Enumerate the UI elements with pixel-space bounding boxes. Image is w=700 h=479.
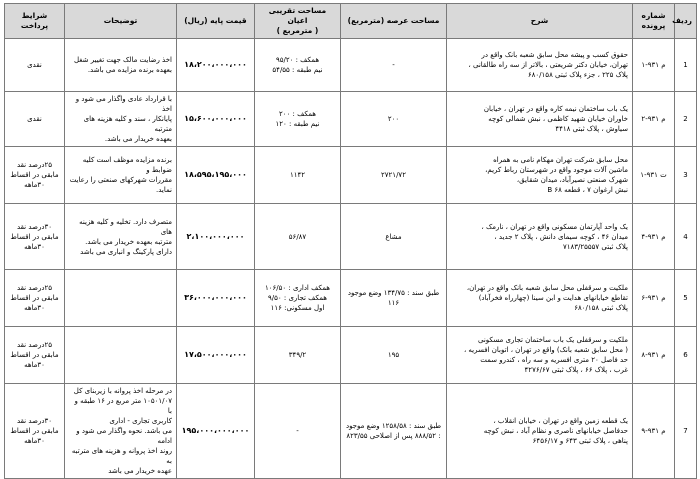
property-description: [447, 270, 633, 327]
auction-table: [4, 3, 697, 479]
property-description: [447, 327, 633, 384]
header-building-area: [255, 4, 341, 39]
table-row: [5, 147, 697, 204]
payment-terms-line: مابقی در اقساط: [10, 294, 59, 302]
property-description-line: یک باب ساختمان نیمه کاره واقع در تهران ، خیابان: [483, 105, 628, 113]
file-number: م ۹۳۱-۱: [633, 39, 675, 92]
property-description-line: حدفاصل خیابانهای ناصری و نظام آباد ، نبش کوچه: [483, 427, 628, 435]
land-area: ۲۰۰: [341, 92, 447, 147]
building-area-line: ۵۶/۸۷: [288, 232, 307, 241]
table-row: [5, 39, 697, 92]
header-file-number: شماره پرونده: [633, 4, 675, 39]
property-description-line: خاوران خیابان شهید کاظمی ، نبش شمالی کوچه: [488, 115, 628, 123]
building-area-line: ۱۱۴۲: [289, 171, 306, 179]
payment-terms: [5, 384, 65, 479]
property-description-line: میدان ۴۶ ، کوچه سیمای دانش ، پلاک ۲ جدید ،: [494, 232, 628, 241]
building-area-line: ۳۴۹/۲: [288, 351, 307, 359]
payment-terms-line: ۳۰درصد نقد: [16, 417, 53, 425]
table-row: [5, 92, 697, 147]
property-description-line: ملکیت و سرقفلی محل سابق شعبه بانک واقع در تهران،: [466, 284, 628, 292]
payment-terms-line: ۲۵درصد نقد: [16, 341, 53, 349]
notes-line: ۱۰۵۰۱/۰۷ متر مربع در ۱۶ طبقه و با: [74, 397, 172, 415]
property-description-line: پناهی ، پلاک ثبتی ۶۴۳ و ۶۴۵۶/۱۷: [532, 437, 628, 445]
header-description: شرح: [447, 4, 633, 39]
file-number: م ۹۳۱-۹: [633, 384, 675, 479]
payment-terms-line: مابقی در اقساط: [10, 351, 59, 359]
building-area: [255, 384, 341, 479]
property-description-line: محل سابق شرکت تهران مهکام نامی به همراه: [493, 156, 628, 164]
payment-terms-line: نقدی: [27, 61, 42, 69]
file-number: م ۹۳۱-۲: [633, 92, 675, 147]
building-area-line: -: [296, 427, 299, 435]
header-radif: ردیف: [675, 4, 697, 39]
property-description-line: پلاک ثبتی ۶۸۰/۱۵۸: [574, 304, 628, 312]
property-description-line: سیاوش ، پلاک ثبتی ۴۴۱۸: [555, 125, 628, 133]
base-price: ۱۹۵،۰۰۰،۰۰۰،۰۰۰: [177, 384, 255, 479]
row-number: 7: [675, 384, 697, 479]
notes-line: بعهده برنده مزایده می باشد.: [87, 66, 172, 74]
notes-line: مقررات شهرکهای صنعتی را رعایت: [69, 176, 172, 184]
property-description-line: پلاک ثبتی ۷۱۸۳/۲۵۵۵۷: [562, 242, 628, 251]
building-area: [255, 92, 341, 147]
payment-terms: [5, 92, 65, 147]
row-number: 3: [675, 147, 697, 204]
property-description-line: ( محل سابق شعبه بانک) واقع در تهران ، اتوبان افسریه ،: [463, 346, 628, 354]
property-description-line: یک واحد آپارتمان مسکونی واقع در تهران ، نارمک ،: [481, 222, 628, 231]
notes-line: مترتبه بعهده خریدار می باشد.: [85, 237, 172, 246]
land-area: طبق سند : ۱۳۴/۷۵ وضع موجود ۱۱۶: [341, 270, 447, 327]
notes-line: اخذ رضایت مالک جهت تغییر شغل: [73, 56, 172, 64]
land-area: مشاع: [341, 204, 447, 270]
base-price: ۳۶،۰۰۰،۰۰۰،۰۰۰: [177, 270, 255, 327]
payment-terms-line: ۲۵درصد نقد: [16, 161, 53, 169]
header-notes: توضیحات: [65, 4, 177, 39]
notes-line: برنده مزایده موظف است کلیه ضوابط و: [82, 156, 172, 174]
building-area: [255, 39, 341, 92]
notes-line: دارای پارکینگ و انباری می باشد: [80, 247, 172, 256]
header-payment-terms: شرایط پرداخت: [5, 4, 65, 39]
row-number: 4: [675, 204, 697, 270]
base-price: ۲،۱۰۰،۰۰۰،۰۰۰: [177, 204, 255, 270]
property-description: [447, 204, 633, 270]
building-area-line: اول مسکونی: ۱۱۶: [270, 304, 325, 312]
header-land-area: مساحت عرصه (مترمربع): [341, 4, 447, 39]
building-area-line: نیم طبقه : ۱۲۰: [275, 120, 320, 128]
table-row: [5, 270, 697, 327]
notes-line: عهده خریدار می باشد: [108, 467, 172, 475]
building-area-line: همکف : ۹۵/۲۰: [275, 56, 320, 64]
notes: [65, 204, 177, 270]
header-row: [5, 4, 697, 39]
notes: [65, 147, 177, 204]
notes: [65, 39, 177, 92]
payment-terms-line: ۳۰ماهه: [24, 361, 45, 369]
row-number: 5: [675, 270, 697, 327]
property-description: [447, 147, 633, 204]
payment-terms-line: ۳۰ماهه: [24, 304, 45, 312]
payment-terms-line: ۳۰درصد نقد: [16, 222, 53, 231]
notes: [65, 384, 177, 479]
header-building-area-title: مساحت تقریبی اعیان: [268, 6, 327, 25]
payment-terms-line: نقدی: [27, 115, 42, 123]
header-base-price: قیمت پایه (ریال): [177, 4, 255, 39]
table-body: [5, 39, 697, 479]
property-description-line: شهرک صنعتی نصیرآباد، میدان شقایق،: [516, 176, 628, 184]
payment-terms-line: مابقی در اقساط: [10, 171, 59, 179]
notes-line: بعهده خریدار می باشد.: [104, 135, 172, 143]
base-price: ۱۸،۵۹۵،۱۹۵،۰۰۰: [177, 147, 255, 204]
notes-line: پایانکار ، سند و کلیه هزینه های مترتبه: [83, 115, 172, 133]
building-area-line: همکف تجاری : ۹/۵۰: [268, 294, 327, 302]
building-area: [255, 147, 341, 204]
payment-terms: [5, 204, 65, 270]
property-description-line: نبش ارغوان ۷ ، قطعه ۶۸ B: [547, 186, 628, 194]
table-row: [5, 327, 697, 384]
row-number: 2: [675, 92, 697, 147]
payment-terms-line: ۲۵درصد نقد: [16, 284, 53, 292]
notes-line: کاربری تجاری - اداری: [109, 417, 172, 425]
row-number: 6: [675, 327, 697, 384]
payment-terms-line: مابقی در اقساط: [10, 232, 59, 241]
payment-terms: [5, 270, 65, 327]
property-description: [447, 92, 633, 147]
notes-line: روند اخذ پروانه و هزینه های مترتبه به: [71, 447, 172, 465]
property-description-line: تقاطع خیابانهای هدایت و ابن سینا (چهارراه فخرآباد): [478, 294, 628, 302]
property-description: [447, 384, 633, 479]
table-row: [5, 204, 697, 270]
header-building-area-unit: ( مترمربع ): [276, 26, 319, 35]
file-number: م ۹۳۱-۴: [633, 204, 675, 270]
land-area: ۲۷۲۱/۷۲: [341, 147, 447, 204]
building-area: [255, 270, 341, 327]
land-area: ۱۹۵: [341, 327, 447, 384]
land-area: طبق سند : ۱۲۵۸/۵۸ وضع موجود : ۸۸۸/۵۲ پس از اصلاحی ۸۲۳/۵۵: [341, 384, 447, 479]
payment-terms-line: ۳۰ماهه: [24, 181, 45, 189]
property-description: [447, 39, 633, 92]
notes: [65, 327, 177, 384]
building-area-line: نیم طبقه : ۵۴/۵۵: [272, 66, 323, 74]
notes-line: با قرارداد عادی واگذار می شود و اخذ: [75, 95, 172, 113]
payment-terms: [5, 39, 65, 92]
row-number: 1: [675, 39, 697, 92]
payment-terms: [5, 327, 65, 384]
table-row: [5, 384, 697, 479]
property-description-line: ماشین آلات موجود واقع در شهرستان رباط کریم،: [485, 166, 628, 174]
notes-line: در مرحله اخذ پروانه با زیربنای کل: [73, 387, 172, 395]
building-area: [255, 327, 341, 384]
payment-terms-line: ۳۰ماهه: [24, 242, 45, 251]
building-area-line: همکف اداری : ۱۰۶/۵۰: [265, 284, 330, 292]
property-description-line: تهران، خیابان دکتر شریعتی ، بالاتر از سه راه طالقانی ،: [468, 61, 628, 69]
file-number: ت ۹۳۱-۱: [633, 147, 675, 204]
base-price: ۱۸،۲۰۰،۰۰۰،۰۰۰: [177, 39, 255, 92]
notes-line: می باشد. نحوه واگذار می شود و ادامه: [76, 427, 172, 445]
payment-terms-line: ۳۰ماهه: [24, 437, 45, 445]
building-area-line: همکف : ۲۰۰: [279, 110, 316, 118]
building-area: [255, 204, 341, 270]
property-description-line: غرب ، پلاک ۶۶ ، پلاک ثبتی ۴۲۷۶/۶۷: [524, 366, 628, 374]
file-number: م ۹۳۱-۶: [633, 270, 675, 327]
property-description-line: پلاک ۲۲۵ ، جزء پلاک ثبتی ۶۸۰/۱۵۸: [527, 71, 628, 79]
property-description-line: حد فاصل ۲۰ متری افسریه و سه راه ، کندرو سمت: [480, 356, 628, 364]
payment-terms: [5, 147, 65, 204]
notes: [65, 92, 177, 147]
payment-terms-line: مابقی در اقساط: [10, 427, 59, 435]
notes-line: نماید.: [156, 186, 172, 194]
base-price: ۱۵،۶۰۰،۰۰۰،۰۰۰: [177, 92, 255, 147]
land-area: -: [341, 39, 447, 92]
notes: [65, 270, 177, 327]
notes-line: متصرف دارد. تخلیه و کلیه هزینه های: [79, 217, 172, 236]
property-description-line: یک قطعه زمین واقع در تهران ، خیابان انقلاب ،: [493, 417, 628, 425]
property-description-line: ملکیت و سرقفلی یک باب ساختمان تجاری مسکونی: [477, 336, 628, 344]
property-description-line: حقوق کسب و پیشه محل سابق شعبه بانک واقع در: [481, 51, 628, 59]
file-number: م ۹۳۱-۸: [633, 327, 675, 384]
base-price: ۱۷،۵۰۰،۰۰۰،۰۰۰: [177, 327, 255, 384]
